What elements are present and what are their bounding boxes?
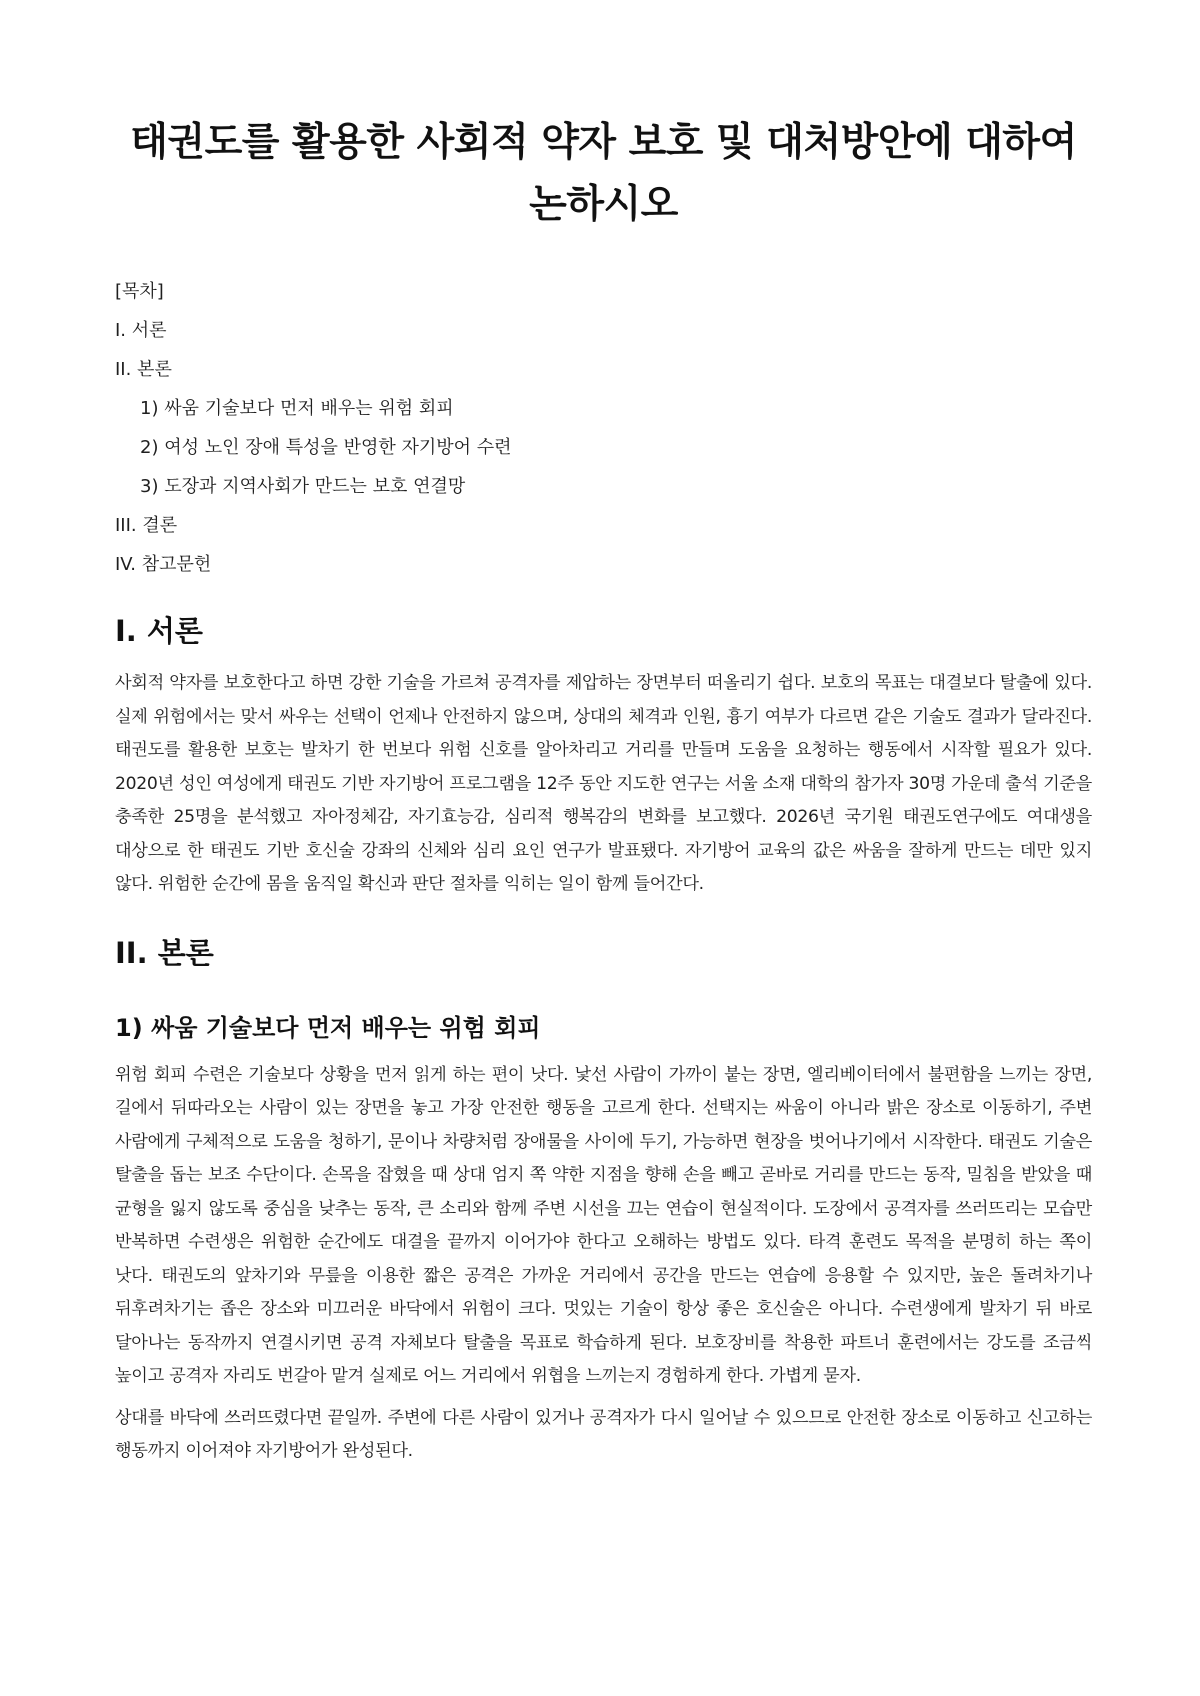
section-main [115,932,1092,1469]
section-heading-main: II. 본론 [115,935,214,970]
intro-paragraph: 사회적 약자를 보호한다고 하면 강한 기술을 가르쳐 공격자를 제압하는 장면부터 떠올리기 쉽다. 보호의 목표는 대결보다 탈출에 있다. 실제 위험에서는 맞서 싸우는 선택이 언제나 안전하지 않으며, 상대의 체격과 인원, 흉기 여부가 다르면 같은 기술도 결과가 달라진다. 태권도를 활용한 보호는 발차기 한 번보다 위험 신호를 알아차리고 거리를 만들며 도움을 요청하는 행동에서 시작할 필요가 있다. 2020년 성인 여성에게 태권도 기반 자기방어 프로그램을 12주 동안 지도한 연구는 서울 소재 대학의 참가자 30명 가운데 출석 기준을 충족한 25명을 분석했고 자아정체감, 자기효능감, 심리적 행복감의 변화를 보고했다. 2026년 국기원 태권도연구에도 여대생을 대상으로 한 태권도 기반 호신술 강좌의 신체와 심리 요인 연구가 발표됐다. 자기방어 교육의 값은 싸움을 잘하게 만드는 데만 있지 않다. 위험한 순간에 몸을 움직일 확신과 판단 절차를 익히는 일이 함께 들어간다. [115,673,1092,894]
subsection-1-paragraph: 상대를 바닥에 쓰러뜨렸다면 끝일까. 주변에 다른 사람이 있거나 공격자가 다시 일어날 수 있으므로 안전한 장소로 이동하고 신고하는 행동까지 이어져야 자기방어가 완성된다. [115,1407,1092,1461]
toc-item-references: IV. 참고문헌 [115,554,212,575]
toc-header: [목차] [115,281,164,302]
toc-item-main: II. 본론 [115,359,172,380]
toc-item-sub1: 1) 싸움 기술보다 먼저 배우는 위험 회피 [140,398,454,419]
section-intro [115,610,1092,902]
section-spacer [115,910,1092,932]
section-heading-intro: I. 서론 [115,614,203,648]
subsection-heading-1: 1) 싸움 기술보다 먼저 배우는 위험 회피 [115,1013,541,1042]
table-of-contents [115,272,1092,584]
section-spacer [115,989,1092,1009]
subsection-1-paragraph: 위험 회피 수련은 기술보다 상황을 먼저 읽게 하는 편이 낫다. 낯선 사람이 가까이 붙는 장면, 엘리베이터에서 불편함을 느끼는 장면, 길에서 뒤따라오는 사람이 있는 장면을 놓고 가장 안전한 행동을 고르게 한다. 선택지는 싸움이 아니라 밝은 장소로 이동하기, 주변 사람에게 구체적으로 도움을 청하기, 문이나 차량처럼 장애물을 사이에 두기, 가능하면 현장을 벗어나기에서 시작한다. 태권도 기술은 탈출을 돕는 보조 수단이다. 손목을 잡혔을 때 상대 엄지 쪽 약한 지점을 향해 손을 빼고 곧바로 거리를 만드는 동작, 밀침을 받았을 때 균형을 잃지 않도록 중심을 낮추는 동작, 큰 소리와 함께 주변 시선을 끄는 연습이 현실적이다. 도장에서 공격자를 쓰러뜨리는 모습만 반복하면 수련생은 위험한 순간에도 대결을 끝까지 이어가야 한다고 오해하는 방법도 있다. 타격 훈련도 목적을 분명히 하는 쪽이 낫다. 태권도의 앞차기와 무릎을 이용한 짧은 공격은 가까운 거리에서 공간을 만드는 연습에 응용할 수 있지만, 높은 돌려차기나 뒤후려차기는 좁은 장소와 미끄러운 바닥에서 위험이 크다. 멋있는 기술이 항상 좋은 호신술은 아니다. 수련생에게 발차기 뒤 바로 달아나는 동작까지 연결시키면 공격 자체보다 탈출을 목표로 학습하게 된다. 보호장비를 착용한 파트너 훈련에서는 강도를 조금씩 높이고 공격자 자리도 번갈아 맡겨 실제로 어느 거리에서 위협을 느끼는지 경험하게 한다. 가볍게 묻자. [115,1064,1092,1386]
toc-item-intro: I. 서론 [115,320,167,341]
toc-item-conclusion: III. 결론 [115,515,178,536]
document-title: 태권도를 활용한 사회적 약자 보호 및 대처방안에 대하여 논하시오 [130,120,1077,227]
toc-item-sub3: 3) 도장과 지역사회가 만드는 보호 연결망 [140,476,466,497]
toc-item-sub2: 2) 여성 노인 장애 특성을 반영한 자기방어 수련 [140,437,512,458]
